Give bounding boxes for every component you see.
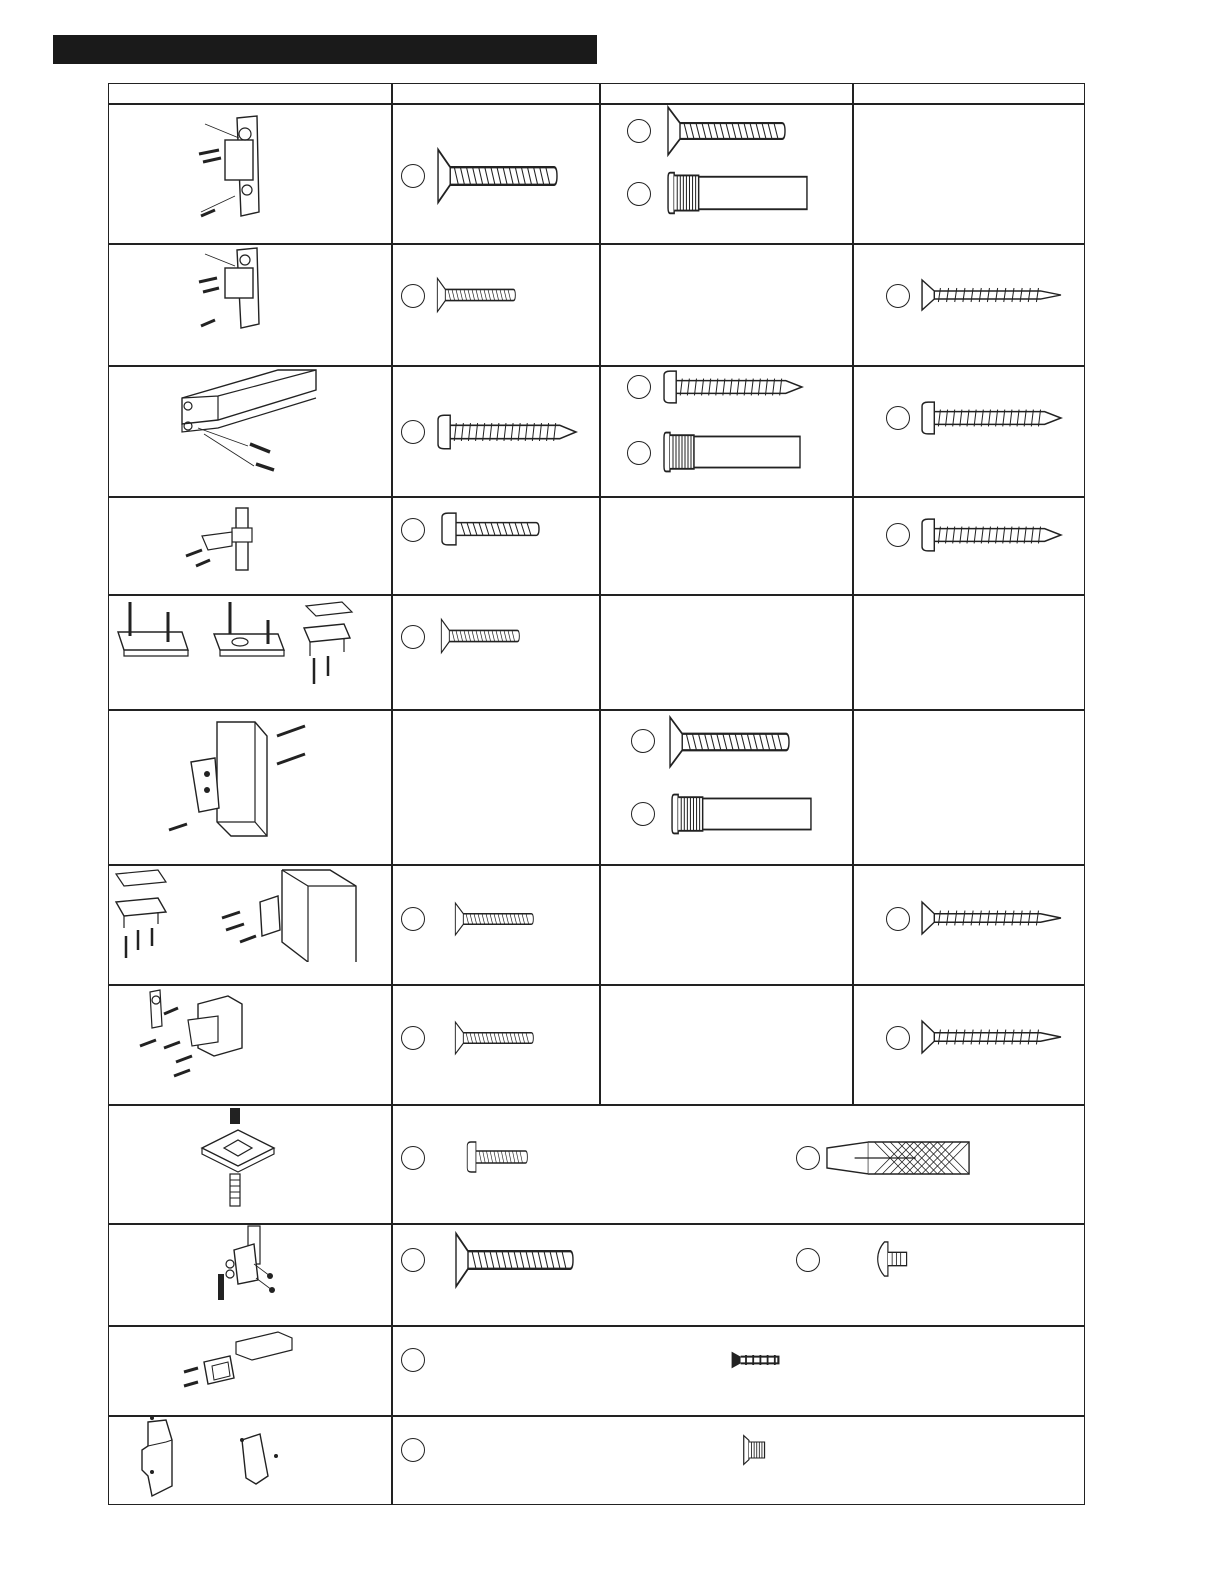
- end-caps-diagram: [138, 1416, 286, 1500]
- part-callout: [631, 802, 655, 826]
- top-pivot-diagram: [210, 1224, 280, 1308]
- part-callout: [401, 907, 425, 931]
- pan-head-machine-screw-icon: [440, 511, 540, 547]
- flat-head-machine-screw-icon: [668, 714, 790, 770]
- part-callout: [401, 1248, 425, 1272]
- jamb-bracket-diagram: [110, 866, 358, 962]
- floor-plates-diagram: [112, 598, 362, 688]
- rail-end-cap-diagram: [178, 1328, 294, 1398]
- row-divider: [108, 594, 1085, 596]
- part-callout: [627, 182, 651, 206]
- flat-head-wood-screw-icon: [920, 1019, 1063, 1055]
- row-divider: [108, 496, 1085, 498]
- row-divider: [108, 365, 1085, 367]
- row-divider: [108, 984, 1085, 986]
- pan-head-self-tapping-screw-icon: [436, 413, 578, 451]
- pivot-bracket-diagram: [195, 112, 275, 227]
- guide-bracket-diagram: [182, 506, 262, 576]
- part-callout: [627, 441, 651, 465]
- pivot-bracket-diagram: [195, 246, 275, 336]
- set-screw-icon: [742, 1434, 768, 1466]
- part-callout: [886, 406, 910, 430]
- row-divider: [108, 709, 1085, 711]
- pan-head-self-tapping-screw-icon: [662, 369, 804, 405]
- part-callout: [401, 1146, 425, 1170]
- part-callout: [886, 907, 910, 931]
- flat-head-wood-screw-icon: [920, 900, 1063, 936]
- pan-head-machine-screw-icon: [466, 1140, 528, 1174]
- flat-head-wood-screw-icon: [920, 278, 1063, 312]
- part-callout: [627, 375, 651, 399]
- part-callout: [796, 1146, 820, 1170]
- row-divider: [108, 1325, 1085, 1327]
- part-callout: [401, 1026, 425, 1050]
- door-hinge-diagram: [165, 718, 315, 838]
- part-callout: [886, 284, 910, 308]
- header-channel-diagram: [178, 368, 318, 478]
- part-callout: [796, 1248, 820, 1272]
- sex-nut-barrel-icon: [666, 170, 809, 216]
- hinge-assembly-diagram: [134, 986, 246, 1090]
- floor-socket-diagram: [198, 1106, 278, 1218]
- flat-head-machine-screw-icon: [436, 276, 516, 314]
- small-flat-head-screw-icon: [728, 1350, 782, 1370]
- pan-head-wood-screw-icon: [920, 517, 1063, 553]
- part-callout: [401, 1438, 425, 1462]
- column-divider-1: [391, 83, 393, 1505]
- part-callout: [401, 1348, 425, 1372]
- flat-head-machine-screw-icon: [436, 146, 558, 206]
- part-callout: [886, 523, 910, 547]
- pan-head-wood-screw-icon: [920, 400, 1063, 436]
- flat-head-machine-screw-icon: [666, 104, 786, 158]
- flat-head-machine-screw-icon: [454, 901, 534, 937]
- part-callout: [401, 284, 425, 308]
- sex-nut-barrel-icon: [662, 430, 802, 474]
- part-callout: [401, 420, 425, 444]
- knurled-expansion-anchor-icon: [825, 1138, 973, 1178]
- part-callout: [886, 1026, 910, 1050]
- part-callout: [401, 625, 425, 649]
- sex-nut-barrel-icon: [670, 792, 813, 836]
- part-callout: [401, 518, 425, 542]
- part-callout: [401, 164, 425, 188]
- part-callout: [627, 119, 651, 143]
- flat-head-machine-screw-icon: [454, 1230, 574, 1290]
- flat-head-machine-screw-icon: [440, 617, 520, 655]
- header-row-divider: [108, 103, 1085, 105]
- part-callout: [631, 729, 655, 753]
- row-divider: [108, 243, 1085, 245]
- truss-head-screw-icon: [876, 1240, 910, 1278]
- flat-head-machine-screw-icon: [454, 1020, 534, 1056]
